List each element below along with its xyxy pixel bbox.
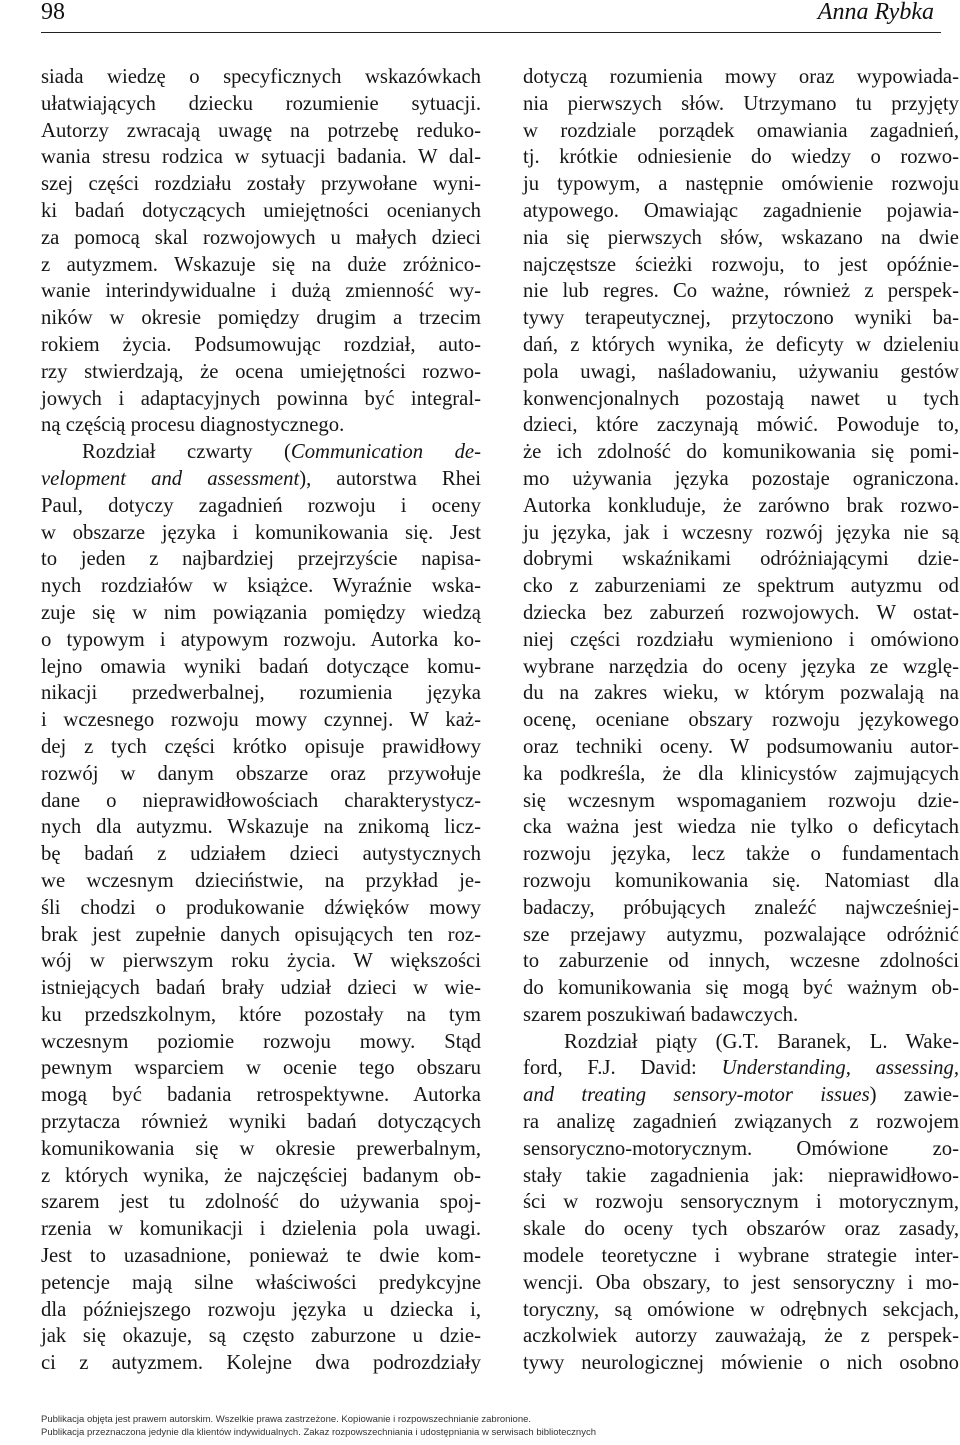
text-line: dań, z których wynika, że deficyty w dzieleniu	[523, 333, 959, 356]
page-header	[0, 0, 960, 28]
text-line: w rozdziale porządek omawiania zagadnień,	[523, 119, 959, 142]
text-line: ocenę, oceniane obszary rozwoju językowego	[523, 709, 959, 732]
text-line: nikacji przedwerbalnej, rozumienia języka	[41, 682, 481, 705]
text-line: cka ważna jest wiedza nie tylko o deficytach	[523, 816, 959, 839]
text-line: przytacza również wyniki badań dotyczących	[41, 1111, 481, 1134]
text-line: nych dla autyzmu. Wskazuje na znikomą licz-	[41, 816, 481, 839]
text-line: ka podkreśla, że dla klinicystów zajmujących	[523, 762, 959, 785]
text-line: bę badań z udziałem dzieci autystycznych	[41, 843, 481, 866]
running-head-author: Anna Rybka	[817, 0, 934, 25]
text-line: najczęstsze ścieżki rozwoju, to jest opóźnie-	[523, 253, 959, 276]
text-line: ju typowym, a następnie omówienie rozwoju	[523, 173, 959, 196]
text-line: ju języka, jak i wczesny rozwój języka nie są	[523, 521, 959, 544]
text-line: sensoryczno-motorycznym. Omówione zo-	[523, 1137, 959, 1160]
text-line: Jest to uzasadnione, ponieważ te dwie kom-	[41, 1245, 481, 1268]
text-line: rozwoju języka, lecz także o fundamentach	[523, 843, 959, 866]
text-line: istniejących badań brały udział dzieci w wie-	[41, 977, 481, 1000]
page-number: 98	[41, 0, 65, 25]
right-text-column	[523, 64, 959, 1377]
text-line: we wczesnym dzieciństwie, na przykład je-	[41, 869, 481, 892]
text-line: Paul, dotyczy zagadnień rozwoju i oceny	[41, 494, 481, 517]
text-line: skale do oceny tych obszarów oraz zasady,	[523, 1218, 959, 1241]
italic-title: and treating sensory-motor issues	[523, 1084, 870, 1107]
text-line: z których wynika, że najczęściej badanym ob-	[41, 1164, 481, 1187]
text-line: badaczy, próbujących znaleźć najwcześniej-	[523, 896, 959, 919]
text-line: wybrane narzędzia do oceny języka ze wzglę-	[523, 655, 959, 678]
text-line: ści w rozwoju sensorycznym i motorycznym,	[523, 1191, 959, 1214]
text-line: dziecka bez zaburzeń rozwojowych. W ostat-	[523, 601, 959, 624]
text-line: niej części rozdziału wymieniono i omówiono	[523, 628, 959, 651]
text-line: rokiem życia. Podsumowując rozdział, auto-	[41, 333, 481, 356]
text-line: ci z autyzmem. Kolejne dwa podrozdziały	[41, 1352, 481, 1375]
copyright-footer	[41, 1413, 921, 1439]
text-line: toryczny, są omówione w odrębnych sekcjach,	[523, 1298, 959, 1321]
text-line: tywy neurologicznej mówienie o nich osobno	[523, 1352, 959, 1375]
text-line: tj. krótkie odniesienie do wiedzy o rozwo-	[523, 146, 959, 169]
text-line: śli chodzi o produkowanie dźwięków mowy	[41, 896, 481, 919]
text-line: dane o nieprawidłowościach charakterystycz-	[41, 789, 481, 812]
text-line: oraz techniki oceny. W podsumowaniu autor-	[523, 735, 959, 758]
left-text-column	[41, 64, 481, 1377]
text-line: Autorka konkluduje, że zarówno brak rozwo-	[523, 494, 959, 517]
text-line: tywy terapeutycznej, przytoczono wyniki ba-	[523, 307, 959, 330]
text-line: nych rozdziałów w książce. Wyraźnie wska-	[41, 575, 481, 598]
text-line: dej z tych części krótko opisuje prawidłowy	[41, 735, 481, 758]
text-line: cko z zaburzeniami ze spektrum autyzmu od	[523, 575, 959, 598]
text-line: za pomocą skal rozwojowych u małych dzieci	[41, 226, 481, 249]
text-line: szarem poszukiwań badawczych.	[523, 1003, 799, 1026]
text-line: ford, F.J. David: Understanding, assessing,	[523, 1057, 960, 1080]
text-line: ników w okresie pomiędzy drugim a trzecim	[41, 307, 481, 330]
text-line: komunikowania się w okresie prewerbalnym,	[41, 1137, 481, 1160]
text-line: dzieci, które zaczynają mówić. Powoduje to,	[523, 414, 959, 437]
text-line: Rozdział czwarty (Communication de-	[82, 441, 481, 464]
text-line: wencji. Oba obszary, to jest sensoryczny i mo-	[523, 1271, 959, 1294]
text-line: siada wiedzę o specyficznych wskazówkach	[41, 66, 481, 88]
text-line: mo używania języka pozostaje ograniczona.	[523, 467, 959, 490]
text-line: szej części rozdziału zostały przywołane wyni-	[41, 173, 481, 196]
text-line: szarem jest tu zdolność do używania spoj-	[41, 1191, 481, 1214]
text-line: pola uwagi, naśladowaniu, używaniu gestów	[523, 360, 959, 383]
text-line: nia pierwszych słów. Utrzymano tu przyjęty	[523, 92, 959, 115]
text-line: zuje się w nim powiązania pomiędzy wiedzą	[41, 601, 481, 624]
text-line: brak jest zupełnie danych opisujących ten roz-	[41, 923, 481, 946]
text-line: rozwoju komunikowania się. Natomiast dla	[523, 869, 959, 892]
text-line: o typowym i atypowym rozwoju. Autorka ko-	[41, 628, 481, 651]
header-rule	[41, 32, 941, 33]
text-line: rzenia w komunikacji i dzielenia pola uwagi.	[41, 1218, 481, 1241]
text-line: lejno omawia wyniki badań dotyczące komu-	[41, 655, 481, 678]
italic-title: velopment and assessment	[41, 467, 300, 490]
text-line: jak się okazuje, są często zaburzone u dzie-	[41, 1325, 481, 1348]
text-line: Rozdział piąty (G.T. Baranek, L. Wake-	[564, 1030, 959, 1053]
copyright-notice: Publikacja objęta jest prawem autorskim. Wszelkie prawa zastrzeżone. Kopiowanie i rozpowszechnianie zabronione.	[41, 1414, 532, 1425]
text-line: to zaburzenie od innych, wczesne zdolności	[523, 950, 959, 973]
distribution-notice: Publikacja przeznaczona jedynie dla klientów indywidualnych. Zakaz rozpowszechniania i udostępniania w serwisach bibliotecznych	[41, 1427, 596, 1438]
text-line: ułatwiających dziecku rozumienie sytuacji.	[41, 92, 481, 115]
text-line: pewnym wsparciem w ocenie tego obszaru	[41, 1057, 481, 1080]
text-line: dla późniejszego rozwoju języka u dziecka i,	[41, 1298, 481, 1321]
text-line: Autorzy zwracają uwagę na potrzebę reduko-	[41, 119, 481, 142]
text-line: jowych i adaptacyjnych powinna być integral-	[41, 387, 481, 410]
text-line: ki badań dotyczących umiejętności ocenianych	[41, 199, 481, 222]
text-line: nie lub regres. Co ważne, również z perspek-	[523, 280, 959, 303]
text-line: w obszarze języka i komunikowania się. Jest	[41, 521, 481, 544]
text-line: petencje mają silne właściwości predykcyjne	[41, 1271, 481, 1294]
text-line: du na zakres wieku, w którym pozwalają na	[523, 682, 959, 705]
text-line: stały takie zagadnienia jak: nieprawidłowo-	[523, 1164, 959, 1187]
text-line: mogą być badania retrospektywne. Autorka	[41, 1084, 481, 1107]
text-line: do komunikowania się mogą być ważnym ob-	[523, 977, 959, 1000]
text-line: wczesnym poziomie rozwoju mowy. Stąd	[41, 1030, 481, 1053]
text-line: velopment and assessment), autorstwa Rhei	[41, 467, 481, 490]
text-line: modele teoretyczne i wybrane strategie inter-	[523, 1245, 959, 1268]
text-line: konwencjonalnych pozostają nawet u tych	[523, 387, 959, 410]
text-line: rozwój w danym obszarze oraz przywołuje	[41, 762, 481, 785]
text-line: ku przedszkolnym, które pozostały na tym	[41, 1003, 481, 1026]
text-line: ną częścią procesu diagnostycznego.	[41, 414, 345, 437]
text-line: wój w pierwszym roku życia. W większości	[41, 950, 481, 973]
text-line: dobrymi wskaźnikami odróżniającymi dzie-	[523, 548, 959, 571]
text-line: atypowego. Omawiając zagadnienie pojawia-	[523, 199, 959, 222]
text-line: że ich zdolność do komunikowania się pomi-	[523, 441, 959, 464]
text-line: ra analizę zagadnień związanych z rozwojem	[523, 1111, 959, 1134]
text-line: aczkolwiek autorzy zauważają, że z perspek-	[523, 1325, 959, 1348]
text-line: rzy stwierdzają, że ocena umiejętności rozwo-	[41, 360, 481, 383]
text-line: z autyzmem. Wskazuje się na duże zróżnico-	[41, 253, 481, 276]
text-line: wanie interindywidualne i dużą zmienność wy-	[41, 280, 481, 303]
text-line: i wczesnego rozwoju mowy czynnej. W każ-	[41, 709, 481, 732]
text-line: sze przejawy autyzmu, pozwalające odróżnić	[523, 923, 959, 946]
text-line: wania stresu rodzica w sytuacji badania. W dal-	[41, 146, 481, 169]
italic-title: Communication de-	[290, 441, 481, 464]
text-line: się wczesnym wspomaganiem rozwoju dzie-	[523, 789, 959, 812]
italic-title: Understanding, assessing,	[721, 1057, 960, 1080]
text-line: and treating sensory-motor issues) zawie-	[523, 1084, 960, 1107]
text-line: to jeden z najbardziej przejrzyście napisa-	[41, 548, 481, 571]
text-line: nia się pierwszych słów, wskazano na dwie	[523, 226, 959, 249]
text-line: dotyczą rozumienia mowy oraz wypowiada-	[523, 66, 959, 88]
